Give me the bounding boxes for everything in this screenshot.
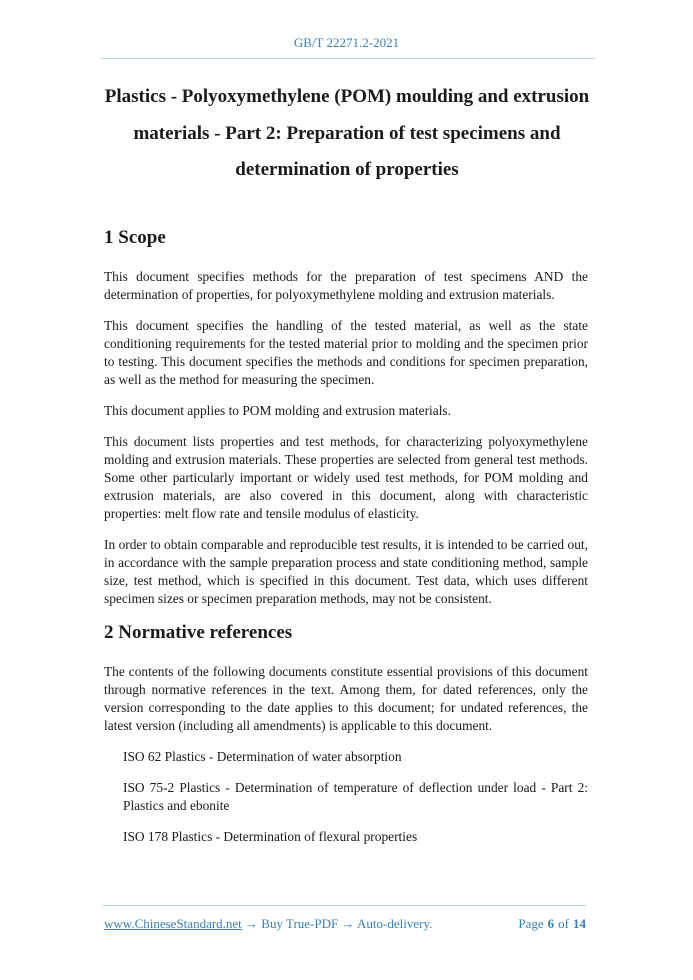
total-pages: 14 xyxy=(573,916,586,931)
document-title: Plastics - Polyoxymethylene (POM) moulding and extrusion materials - Part 2: Preparation of test specimens and determination of properties xyxy=(104,86,590,180)
reference-item: ISO 178 Plastics - Determination of flexural properties xyxy=(123,829,418,844)
header-divider xyxy=(101,58,595,59)
page-label: Page xyxy=(518,916,544,931)
running-header: GB/T 22271.2-2021 xyxy=(293,35,400,50)
website-link[interactable]: www.ChineseStandard.net xyxy=(104,916,242,931)
paragraph: In order to obtain comparable and reproducible test results, it is intended to be carried out, in accordance with the sample preparation process and state conditioning method, sample size, test method, which is specified in this document. Test data, which uses different specimen sizes or specimen preparation methods, may not be consistent. xyxy=(104,537,588,606)
current-page: 6 xyxy=(547,916,555,931)
footer-divider xyxy=(103,905,586,906)
paragraph: The contents of the following documents constitute essential provisions of this document through normative references in the text. Among them, for dated references, only the version corresponding to the date applies to this document; for undated references, the latest version (including all amendments) is applicable to this document. xyxy=(104,664,588,733)
paragraph: This document applies to POM molding and extrusion materials. xyxy=(104,403,451,418)
document-body xyxy=(104,226,588,859)
reference-item: ISO 75-2 Plastics - Determination of temperature of deflection under load - Part 2: Plastics and ebonite xyxy=(123,780,588,813)
reference-item: ISO 62 Plastics - Determination of water absorption xyxy=(123,749,402,764)
footer-promo-text: → Buy True-PDF → Auto-delivery. xyxy=(241,916,433,931)
footer xyxy=(104,916,586,932)
section-heading-scope: 1 Scope xyxy=(104,227,166,248)
paragraph: This document specifies methods for the preparation of test specimens AND the determination of properties, for polyoxymethylene molding and extrusion materials. xyxy=(104,269,588,302)
paragraph: This document specifies the handling of the tested material, as well as the state conditioning requirements for the tested material prior to molding and the specimen prior to testing. This document specifies the methods and conditions for specimen preparation, as well as the method for measuring the specimen. xyxy=(104,318,588,387)
footer-promo xyxy=(104,916,432,932)
of-label: of xyxy=(558,916,569,931)
section-heading-normative-references: 2 Normative references xyxy=(104,622,293,643)
page-number xyxy=(518,916,586,932)
paragraph: This document lists properties and test methods, for characterizing polyoxymethylene molding and extrusion materials. These properties are selected from general test methods. Some other particularly important or widely used test methods, for POM molding and extrusion materials, are also covered in this document, along with characteristic properties: melt flow rate and tensile modulus of elasticity. xyxy=(104,434,588,521)
